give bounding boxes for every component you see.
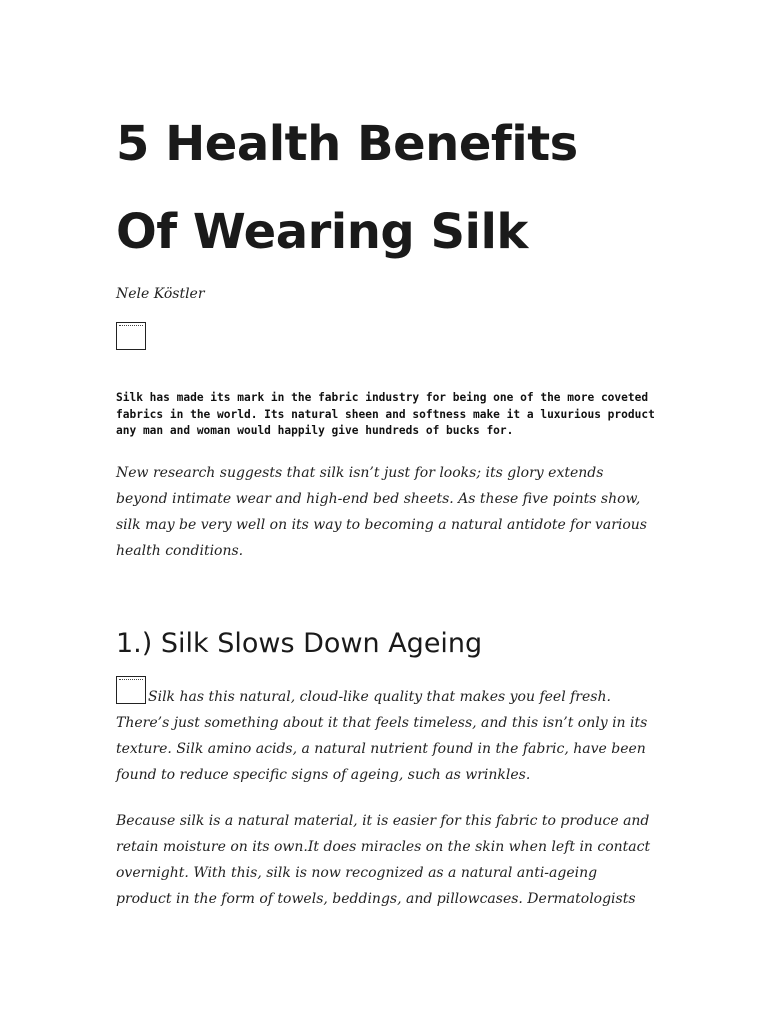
section-1-paragraph-1: Silk has this natural, cloud-like quality that makes you feel fresh. There’s just something about it that feels timeless, and this isn’t only in its texture. Silk amino acids, a natural nutrient found in the fabric, have been found to reduce specific signs of ageing, such as wrinkles. bbox=[116, 688, 648, 783]
article-title bbox=[116, 100, 656, 276]
author-name: Nele Köstler bbox=[116, 286, 205, 302]
article-title-line-1: 5 Health Benefits bbox=[116, 116, 578, 172]
section-1-body bbox=[116, 676, 656, 912]
article-title-line-2: Of Wearing Silk bbox=[116, 204, 528, 260]
broken-image-icon bbox=[116, 322, 146, 350]
lead-paragraph: Silk has made its mark in the fabric industry for being one of the more coveted fabrics in the world. Its natural sheen and softness make it a luxurious product any man and woman would happily give hundreds of bucks for. bbox=[116, 391, 655, 437]
article bbox=[116, 100, 656, 912]
section-heading-1: 1.) Silk Slows Down Ageing bbox=[116, 627, 483, 659]
section-1-paragraph-2: Because silk is a natural material, it is easier for this fabric to produce and retain moisture on its own.It does miracles on the skin when left in contact overnight. With this, silk is now recognized as a natural anti-ageing product in the form of towels, beddings, and pillowcases. Dermatologists bbox=[116, 812, 651, 907]
broken-image-icon bbox=[116, 676, 146, 704]
intro-paragraph: New research suggests that silk isn’t just for looks; its glory extends beyond intimate wear and high-end bed sheets. As these five points show, silk may be very well on its way to becoming a natural antidote for various health conditions. bbox=[116, 464, 647, 559]
